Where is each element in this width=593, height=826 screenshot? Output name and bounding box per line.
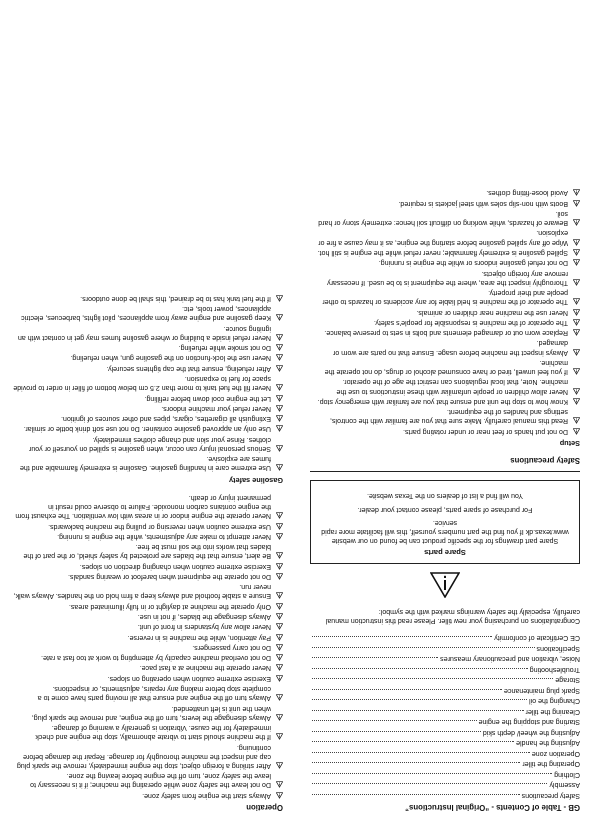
setup-list — [310, 188, 580, 436]
list-item — [310, 268, 580, 286]
warning-triangle-icon — [573, 398, 580, 405]
warning-triangle-icon — [276, 782, 283, 789]
warning-triangle-icon — [573, 200, 580, 207]
warning-triangle-icon — [573, 428, 580, 435]
warning-triangle-icon — [276, 533, 283, 540]
list-item — [310, 198, 580, 207]
toc-entry — [310, 789, 580, 800]
warning-triangle-icon — [573, 219, 580, 226]
list-item — [13, 742, 283, 770]
spare-parts-title: Spare parts — [424, 548, 466, 558]
list-item-text: Be alert, ensure that the blades are protected by safety shield, or the part of the blades that works into the soil must be free. — [23, 543, 271, 560]
list-item-text: Do not put hands or feet near or under rotating parts. — [403, 427, 568, 435]
warning-triangle-icon — [276, 714, 283, 721]
toc-leader-dots — [312, 762, 520, 763]
list-item — [310, 248, 580, 257]
list-item — [13, 364, 283, 373]
list-item — [13, 723, 283, 741]
toc-entry — [310, 684, 580, 695]
warning-triangle-icon — [276, 762, 283, 769]
toc-entry — [310, 779, 580, 790]
warning-triangle-icon — [573, 368, 580, 375]
list-item-text: Pay attention, while the machine is in reverse. — [127, 633, 271, 641]
warning-triangle-icon — [276, 415, 283, 422]
list-item-text: Keep gasoline and engine away from appliances, pilot lights, barbecues, electric appliances, power tools, etc. — [21, 305, 271, 322]
toc-entry — [310, 674, 580, 685]
list-item — [310, 307, 580, 316]
list-item-text: Wipe off any spilled gasoline before starting the engine, as it may cause a fire or explosion. — [318, 229, 568, 246]
toc-entry — [310, 695, 580, 706]
list-item — [13, 521, 283, 530]
warning-triangle-icon — [573, 279, 580, 286]
warning-triangle-icon — [573, 417, 580, 424]
list-item-text: Replace worn out or damaged elements and bolts in sets to preserve balance. — [324, 329, 568, 337]
toc-leader-dots — [312, 752, 530, 753]
list-item — [13, 602, 283, 611]
toc-leader-dots — [312, 678, 553, 679]
list-item-text: Never attempt to make any adjustments, while the engine is running. — [57, 532, 271, 540]
warning-triangle-icon — [276, 644, 283, 651]
list-item-text: Only operate the machine at daylight or in fully illuminated areas. — [68, 602, 271, 610]
list-item — [310, 288, 580, 306]
warning-triangle-icon — [573, 329, 580, 336]
list-item-text: Spilled gasoline is extremely flammable; never refuel while the engine is still hot. — [317, 248, 568, 256]
list-item-text: The operator of the machine is responsible for people’s safety. — [373, 318, 568, 326]
list-item-text: Avoid loose-fitting clothes. — [486, 189, 568, 197]
list-item-text: Never use the lock-function on the gasoline gun, when refueling. — [70, 354, 271, 362]
list-item — [310, 188, 580, 197]
toc-entry-label: Adjusting the wheel/ depth skid — [482, 728, 580, 736]
toc-entry-label: Assembly — [549, 781, 580, 789]
toc-entry — [310, 726, 580, 737]
warning-triangle-icon — [276, 694, 283, 701]
list-item-text: After refueling, ensure that the cap tightens securely. — [106, 364, 271, 372]
table-of-contents — [310, 632, 580, 800]
list-item-text: Always start the engine from safety zone. — [142, 791, 271, 799]
toc-entry — [310, 705, 580, 716]
toc-leader-dots — [312, 741, 514, 742]
warning-triangle-icon — [573, 259, 580, 266]
list-item — [310, 328, 580, 337]
warning-triangle-icon — [276, 295, 283, 302]
warning-triangle-icon — [276, 445, 283, 452]
list-item — [13, 532, 283, 541]
toc-entry — [310, 747, 580, 758]
toc-entry — [310, 653, 580, 664]
list-item — [13, 454, 283, 472]
list-item-text: Never operate the machine at a fast pace. — [139, 664, 271, 672]
warning-triangle-icon — [276, 592, 283, 599]
warning-triangle-icon — [276, 344, 283, 351]
warning-triangle-icon — [276, 425, 283, 432]
toc-leader-dots — [312, 647, 535, 648]
warning-triangle-icon — [573, 349, 580, 356]
list-item — [310, 427, 580, 436]
list-item-text: Never allow any bystanders in front of unit. — [137, 623, 271, 631]
intro-text: Congratulations on purchasing your new tiller. Please read this instruction manual carefully, especially the safety warnings marked with the symbol: — [325, 607, 580, 624]
list-item — [13, 393, 283, 402]
list-item-text: Read this manual carefully. Make sure that you are familiar with the controls, settings and handles of the equipment. — [329, 408, 568, 425]
list-item-text: Use extreme care in handling gasoline. Gasoline is extremely flammable and the fumes are explosive. — [19, 455, 271, 472]
list-item-text: Boots with non-slip soles with steel jackets is required. — [398, 199, 568, 207]
toc-entry-label: Storage — [555, 676, 580, 684]
toc-leader-dots — [312, 710, 524, 711]
toc-leader-dots — [312, 783, 547, 784]
warning-triangle-icon — [573, 388, 580, 395]
warning-triangle-icon — [276, 523, 283, 530]
list-item — [13, 493, 283, 521]
warning-triangle-icon — [573, 319, 580, 326]
gasoline-safety-title: Gasoline safety — [229, 475, 283, 485]
warning-triangle-icon — [573, 298, 580, 305]
toc-entry — [310, 632, 580, 643]
list-item — [310, 338, 580, 356]
list-item — [13, 663, 283, 672]
toc-entry-label: Adjusting the handle — [516, 739, 580, 747]
list-item — [13, 653, 283, 662]
list-item-text: Never allow children or people unfamiliar with these instructions to use the machine. Note, that local regulations can restrict the age of the operator. — [336, 378, 568, 395]
list-item — [310, 397, 580, 406]
warning-triangle-icon — [573, 309, 580, 316]
toc-leader-dots — [312, 668, 528, 669]
list-item — [13, 294, 283, 303]
list-item — [310, 377, 580, 395]
list-item — [310, 258, 580, 267]
toc-entry — [310, 768, 580, 779]
divider — [310, 471, 580, 472]
list-item — [13, 572, 283, 581]
list-item — [310, 228, 580, 246]
warning-triangle-icon — [430, 572, 460, 598]
warning-triangle-icon — [276, 603, 283, 610]
toc-entry-label: Starting and stopping the engine — [478, 718, 580, 726]
list-item-text: Use extreme caution when reversing or pulling the machine backwards. — [48, 522, 271, 530]
list-item — [13, 424, 283, 433]
list-item — [13, 353, 283, 362]
safety-title: Safety precautions — [510, 456, 580, 466]
list-item — [13, 582, 283, 600]
list-item-text: Never refuel your machine indoors. — [161, 404, 271, 412]
list-item-text: Always turn off the engine and ensure that all moving parts have come to a complete stop before making any repairs, adjustments, or inspections. — [37, 685, 271, 702]
toc-title: GB - Table of Contents - “Original Instructions” — [405, 803, 580, 812]
list-item-text: Always disengage the levers, turn off the engine, and remove the spark plug, when the unit is left unattended. — [31, 704, 271, 721]
warning-triangle-icon — [276, 384, 283, 391]
list-item — [13, 542, 283, 560]
list-item — [13, 404, 283, 413]
left-column — [310, 187, 580, 812]
list-item-text: Thoroughly inspect the area, where the equipment is to be used. If necessary remove any foreign objects. — [327, 269, 568, 286]
list-item-text: Exercise extreme caution when changing direction on slopes. — [79, 562, 271, 570]
warning-triangle-icon — [276, 563, 283, 570]
toc-entry-label: Operating the tiller — [522, 760, 580, 768]
warning-triangle-icon — [276, 573, 283, 580]
toc-leader-dots — [312, 689, 502, 690]
toc-entry-label: Operation zone — [531, 749, 580, 757]
warning-triangle-icon — [276, 512, 283, 519]
list-item-text: Do not operate the equipment when barefoot or wearing sandals. — [68, 572, 271, 580]
list-item-text: Beware of hazards, while working on difficult soil hence: extremely stony or hard soil. — [318, 209, 568, 227]
list-item — [13, 435, 283, 453]
toc-entry-label: Troubleshooting — [529, 665, 580, 673]
toc-leader-dots — [312, 657, 438, 658]
toc-leader-dots — [312, 636, 492, 637]
list-item — [13, 561, 283, 570]
list-item-text: The operator of the machine is held liable for any accidents or hazards to other people and their property. — [322, 289, 568, 306]
list-item — [13, 703, 283, 721]
warning-triangle-icon — [573, 189, 580, 196]
list-item — [13, 791, 283, 800]
list-item-text: Never use the machine near children or animals. — [416, 308, 568, 316]
list-item — [13, 374, 283, 392]
list-item-text: If you feel unwell, tired or have consumed alcohol or drugs, do not operate the machine. — [324, 358, 568, 376]
list-item — [310, 318, 580, 327]
list-item — [13, 414, 283, 423]
list-item-text: Do not carry passengers. — [192, 643, 271, 651]
list-item-text: Serious personal injury can occur, when gasoline is spilled on yourself or your clothes. Rinse your skin and change clothes immediately. — [28, 435, 271, 452]
list-item-text: Never operate the engine indoor or in areas with low ventilation. The exhaust from the engine contains carbon monoxide. Failure to observe could result in permanent injury or death. — [15, 493, 271, 520]
toc-entry-label: Safety precautions — [521, 791, 580, 799]
operation-title: Operation — [246, 803, 283, 812]
list-item — [13, 632, 283, 641]
list-item-text: If the fuel tank has to be drained, this shall be done outdoors. — [80, 294, 271, 302]
toc-leader-dots — [312, 720, 477, 721]
list-item-text: Never refuel inside a building or where gasoline fumes may get in contact with an igniting source. — [17, 324, 271, 341]
warning-triangle-icon — [276, 623, 283, 630]
list-item — [13, 304, 283, 322]
list-item — [13, 622, 283, 631]
toc-leader-dots — [312, 731, 481, 732]
toc-entry — [310, 737, 580, 748]
list-item — [310, 407, 580, 425]
list-item — [13, 323, 283, 341]
list-item — [13, 612, 283, 621]
list-item — [13, 674, 283, 683]
spare-parts-website-text: You will find a list of dealers on the Texas website. — [367, 492, 523, 500]
toc-entry-label: Changing the oil — [529, 697, 580, 705]
list-item-text: Do not smoke while refueling. — [178, 344, 271, 352]
list-item — [13, 343, 283, 352]
warning-triangle-icon — [276, 334, 283, 341]
toc-entry — [310, 758, 580, 769]
toc-entry-label: Specifications — [536, 644, 580, 652]
list-item-text: Extinguish all cigarettes, cigars, pipes and other sources of ignition. — [61, 415, 271, 423]
setup-title: Setup — [559, 438, 580, 448]
warning-triangle-icon — [276, 314, 283, 321]
list-item-text: Let the engine cool down before refilling. — [144, 394, 271, 402]
list-item-text: Do not overload machine capacity by attempting to work at too fast a rate. — [41, 654, 271, 662]
list-item-text: Exercise extreme caution when operating on slopes. — [107, 674, 271, 682]
toc-leader-dots — [312, 773, 552, 774]
spare-parts-box — [310, 480, 580, 564]
warning-triangle-icon — [276, 552, 283, 559]
warning-triangle-icon — [276, 654, 283, 661]
toc-entry-label: Clothing — [554, 770, 580, 778]
toc-entry — [310, 642, 580, 653]
warning-triangle-icon — [276, 634, 283, 641]
spare-parts-text: Spare part drawings for the specific product can be found on our website www.texas.dk If you find the part numbers yourself, this will facilitate more rapid service. — [321, 518, 569, 545]
warning-triangle-icon — [573, 239, 580, 246]
list-item — [13, 771, 283, 789]
warning-triangle-icon — [276, 354, 283, 361]
toc-entry-label: Spark plug maintenance — [504, 686, 580, 694]
warning-triangle-icon — [276, 365, 283, 372]
list-item — [310, 209, 580, 227]
list-item-text: If the machine should start to vibrate abnormally, stop the engine and check immediately for the cause. Vibration is generally a warning of damage. — [35, 724, 271, 741]
spare-parts-dealer-text: For purchase of spare parts, please contact your dealer. — [357, 505, 533, 513]
warning-triangle-icon — [276, 792, 283, 799]
toc-entry-label: Noise, vibration and precautionary measures — [440, 655, 580, 663]
list-item — [13, 643, 283, 652]
list-item-text: Never fill the fuel tank to more than 2.5 cm below bottom of filler in order to provide space for fuel to expansion. — [13, 375, 271, 392]
warning-triangle-icon — [276, 405, 283, 412]
toc-leader-dots — [312, 699, 527, 700]
operation-list — [13, 493, 283, 800]
list-item-text: After striking a foreign object, stop the engine immediately, remove the spark plug cap and inspect the machine thoroughly for damage. Repair the damage before continuing. — [16, 743, 271, 769]
toc-entry-label: Cleaning the tiller — [525, 707, 580, 715]
list-item-text: Do not refuel gasoline indoors or while the engine is running. — [378, 259, 568, 267]
list-item-text: Know how to stop the unit and ensure that you are familiar with emergency stop. — [317, 397, 568, 405]
list-item-text: Use only an approved gasoline container. Do not use soft drink bottle or similar. — [23, 425, 271, 433]
list-item-text: Always inspect the machine before usage. Ensure that no parts are worn or damaged. — [332, 339, 568, 356]
warning-triangle-icon — [276, 733, 283, 740]
toc-entry-label: CE Certificate of conformity — [494, 634, 580, 642]
warning-triangle-icon — [276, 395, 283, 402]
right-column — [13, 293, 283, 812]
warning-triangle-icon — [276, 675, 283, 682]
warning-triangle-icon — [276, 665, 283, 672]
warning-triangle-icon — [573, 249, 580, 256]
list-item-text: Do not leave the safety zone while operating the machine; if it is necessary to leave the safety zone, turn off the engine before leaving the zone. — [30, 772, 271, 789]
list-item — [13, 684, 283, 702]
toc-entry — [310, 716, 580, 727]
toc-leader-dots — [312, 794, 520, 795]
list-item-text: Always disengage the blades, if not in use. — [137, 613, 271, 621]
list-item — [310, 358, 580, 376]
list-item-text: Ensure a stable foothold and always keep a firm hold on the handles. Always walk, never run. — [13, 583, 271, 600]
gasoline-list — [13, 294, 283, 473]
toc-entry — [310, 663, 580, 674]
warning-triangle-icon — [276, 613, 283, 620]
warning-triangle-icon — [276, 464, 283, 471]
